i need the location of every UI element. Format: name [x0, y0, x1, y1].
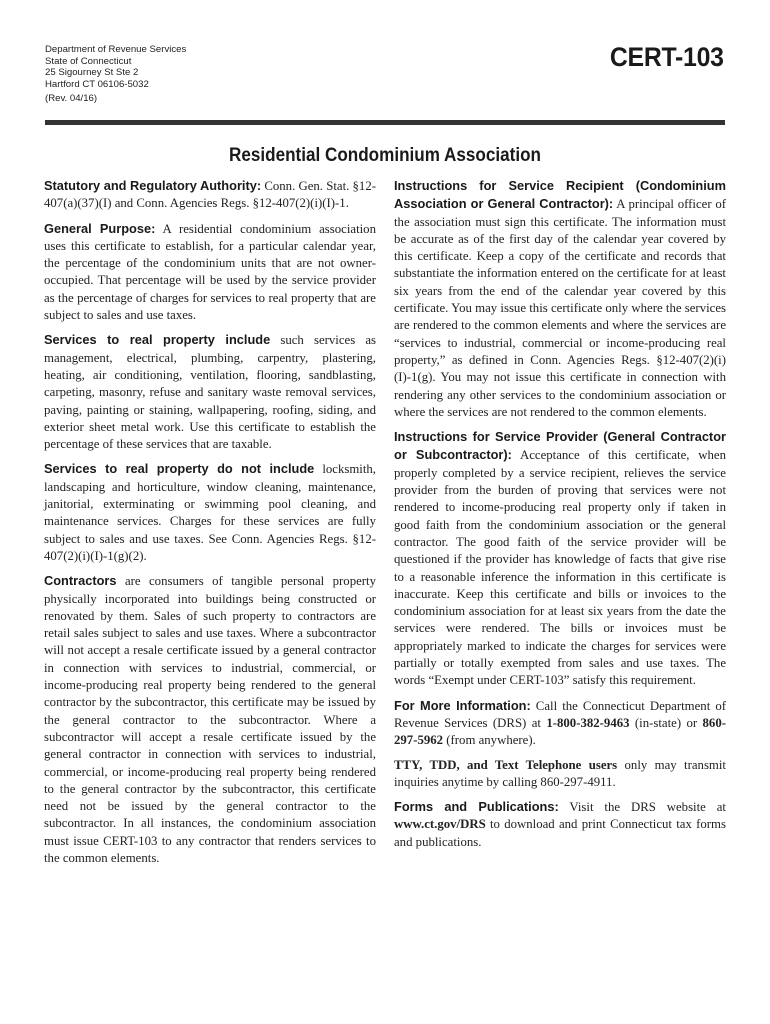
provider-instructions-paragraph	[394, 428, 726, 689]
phone-anywhere: 860-297-5962	[394, 715, 726, 748]
section-heading: Services to real property do not include	[44, 461, 315, 477]
section-text: to download and print Connecticut tax forms and publications.	[394, 817, 726, 849]
section-text: locksmith, landscaping and horticulture, window cleaning, maintenance, janitorial, exterminating or swimming pool cleaning, and maintenance services. Charges for these services are fully subject to sales and use taxes. See Conn. Agencies Regs. §12-407(2)(i)(I)-1(g)(2).	[44, 462, 376, 563]
section-text: such services as management, electrical, plumbing, carpentry, plastering, heating, air conditioning, ventilation, flooring, sandblasting, carpeting, masonry, refuse and sanitary waste removal services, paving, painting or staining, wallpapering, roofing, siding, and exterior sheet metal work. Use this certificate to establish the percentage of these services that are taxable.	[44, 333, 376, 452]
section-text: Call the Connecticut Department of Revenue Services (DRS) at	[394, 698, 727, 730]
section-text: Visit the DRS website at	[558, 800, 726, 815]
section-text: (in-state) or	[629, 715, 703, 730]
section-heading: TTY, TDD, and Text Telephone users	[394, 757, 618, 772]
section-heading: Statutory and Regulatory Authority:	[44, 178, 262, 193]
section-heading: Forms and Publications:	[394, 799, 559, 815]
contractors-paragraph	[44, 572, 376, 867]
revision-date: (Rev. 04/16)	[45, 93, 98, 104]
section-text: A residential condominium association uses this certificate to establish, for a particular calendar year, the percentage of the condominium units that are not owner-occupied. That percentage will be used by the service provider as the percentage of charges for services to real property that are subject to sales and use taxes.	[44, 221, 376, 323]
section-text: only may transmit inquiries anytime by calling 860-297-4911.	[394, 757, 726, 789]
page-title: Residential Condominium Association	[229, 145, 541, 166]
phone-instate: 1-800-382-9463	[546, 715, 630, 730]
services-exclude-paragraph	[44, 460, 376, 565]
section-heading: Contractors	[44, 573, 117, 589]
section-heading: Instructions for Service Provider (General Contractor or Subcontractor):	[394, 429, 726, 463]
section-heading: Services to real property include	[44, 332, 271, 348]
recipient-instructions-paragraph	[394, 177, 726, 421]
services-include-paragraph	[44, 331, 376, 453]
section-heading: Instructions for Service Recipient (Condominium Association or General Contractor):	[394, 178, 726, 212]
section-text: are consumers of tangible personal property physically incorporated into buildings being constructed or renovated by them. Sales of such property to contractors are retail sales subject to sales and use taxes. Where a subcontractor will not accept a resale certificate issued by a general contractor in connection with services to industrial, commercial, or income-producing real property being rendered to the general contractor by the subcontractor, this certificate may be issued by the general contractor to the subcontractor. Where a subcontractor will accept a resale certificate issued by the general contractor in connection with services to industrial, commercial, or income-producing real property being rendered to the general contractor by the subcontractor, this certificate need not be issued by the general contractor to the subcontractor. In all instances, the condominium association must issue CERT-103 to any contractor that renders services to the common elements.	[44, 574, 376, 865]
address-line: State of Connecticut	[45, 55, 132, 67]
address-line: Department of Revenue Services	[45, 44, 187, 55]
more-info-paragraph	[394, 697, 726, 750]
statutory-authority-paragraph	[44, 177, 376, 213]
general-purpose-paragraph	[44, 220, 376, 325]
header-divider	[45, 120, 725, 125]
section-text: Acceptance of this certificate, when properly completed by a service recipient, relieves the service provider from the burden of proving that services were not rendered to income-producing real property only if taken in good faith from the condominium association or the general contractor. The good faith of the service provider will be questioned if the provider has knowledge of facts that give rise to a reasonable inference the information in this certificate is inaccurate. Keep this certificate and bills or invoices to the condominium association for at least six years from the date the services were rendered. The bills or invoices must be appropriately marked to indicate the charges for services were partially or totally exempted from sales and use taxes. The words “Exempt under CERT-103” satisfy this requirement.	[394, 448, 726, 688]
right-column	[394, 177, 726, 858]
form-id: CERT-103	[610, 42, 724, 72]
left-column	[44, 177, 376, 874]
tty-paragraph	[394, 757, 726, 792]
drs-website-link[interactable]: www.ct.gov/DRS	[394, 817, 486, 832]
address-line: 25 Sigourney St Ste 2	[45, 67, 139, 78]
address-line: Hartford CT 06106-5032	[45, 78, 149, 90]
section-heading: For More Information:	[394, 697, 531, 713]
agency-address-block	[45, 44, 186, 105]
forms-publications-paragraph	[394, 798, 726, 851]
section-text: (from anywhere).	[443, 733, 536, 748]
section-text: A principal officer of the association must sign this certificate. The information must be accurate as of the first day of the calendar year covered by this certificate. Keep a copy of the certificate and records that substantiate the information entered on the certificate for at least six years from the end of the calendar year covered by this certificate. You may issue this certificate only where the services are rendered to the common elements and where the services are “services to industrial, commercial or income-producing real property,” as defined in Conn. Agencies Regs. §12-407(2)(i)(I)-1(g). You may not issue this certificate in connection with rendering any other services to the condominium association or where the services are not rendered to the common elements.	[394, 197, 726, 419]
section-text: Conn. Gen. Stat. §12-407(a)(37)(I) and Conn. Agencies Regs. §12-407(2)(i)(I)-1.	[44, 179, 376, 211]
section-heading: General Purpose:	[44, 220, 156, 236]
